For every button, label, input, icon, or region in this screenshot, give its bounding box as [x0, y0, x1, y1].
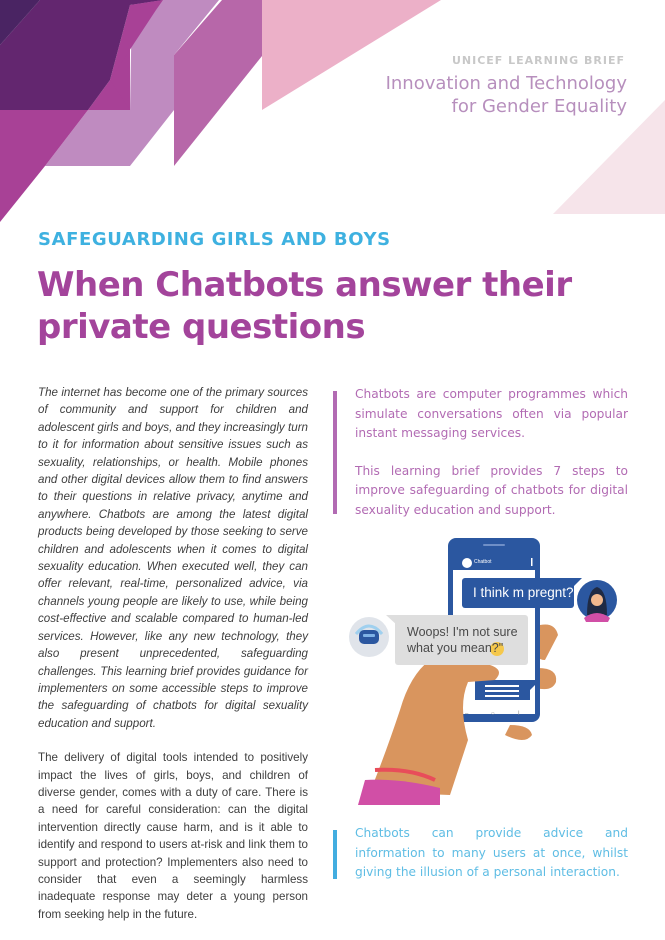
nav-back-icon: –	[465, 711, 469, 717]
phone-hand-illustration	[340, 530, 630, 810]
callout-definition	[333, 385, 628, 520]
callout-bar	[333, 391, 337, 514]
series-title-line1: Innovation and Technology	[385, 73, 627, 94]
callout-bar	[333, 830, 337, 879]
hand	[370, 654, 499, 795]
chatbot-app-avatar	[462, 558, 472, 568]
intro-paragraph: The internet has become one of the primary sources of community and support for children and adolescent girls and boys, and they increasingly turn to it for information about sensitive issues such as sexuality, relationships, or health. Mobile phones and other digital devices allow them to find answers to their questions in relative privacy, anytime and anywhere. Chatbots are among the latest digital products being developed by those seeking to serve children and adolescents when it comes to digital sexuality education. When executed well, they can offer relevant, real-time, personalized advice, via channels young people are likely to use, while being cost-effective and scalable compared to human-led services. However, like any new technology, they also present unprecedented, safeguarding challenges. This learning brief provides guidance for implementers on some accessible steps to improve the safeguarding of chatbots for digital sexuality education and support.	[38, 386, 308, 730]
series-title	[386, 72, 627, 118]
menu-dots-icon	[531, 558, 533, 566]
app-name: Chatbot	[474, 559, 492, 565]
page-title-line2: private questions	[37, 307, 366, 347]
callout-definition-text: Chatbots are computer programmes which simulate conversations often via popular instant messaging services.	[355, 387, 628, 440]
callout-benefit-text: Chatbots can provide advice and information to many users at once, whilst giving the illusion of a personal interaction.	[355, 826, 628, 879]
callout-benefit	[333, 824, 628, 883]
series-label: UNICEF LEARNING BRIEF	[451, 54, 625, 67]
phone-statusbar	[453, 550, 535, 555]
callout-purpose-text: This learning brief provides 7 steps to improve safeguarding of chatbots for digital sexuality education and support.	[355, 463, 628, 517]
page-title	[37, 264, 637, 348]
bot-message-line1: Woops! I'm not sure	[407, 625, 518, 639]
bot-message-text	[407, 624, 527, 656]
body-paragraph: The delivery of digital tools intended to positively impact the lives of girls, boys, and children of diverse gender, comes with a duty of care. There is a need for careful consideration: can the digital intervention directly cause harm, and is it able to identify and respond to users at-risk and link them to support and protection? Implementers also need to consider that even a seemingly harmless inadequate response may deter a young person from seeking help in the future.	[38, 751, 308, 921]
section-kicker: SAFEGUARDING GIRLS AND BOYS	[38, 229, 391, 250]
left-column	[38, 384, 308, 923]
nav-recent-icon: ǀ	[518, 711, 520, 717]
hand-thumb-lower	[505, 725, 532, 740]
chatbot-illustration	[340, 530, 630, 810]
phone-speaker	[483, 544, 505, 546]
bot-message-line2: what you mean?"	[407, 641, 504, 655]
series-title-line2: for Gender Equality	[451, 96, 627, 117]
nav-home-icon: ○	[491, 711, 495, 717]
page-title-line1: When Chatbots answer their	[37, 265, 572, 305]
user-message-text: I think m pregnt?	[473, 585, 574, 600]
